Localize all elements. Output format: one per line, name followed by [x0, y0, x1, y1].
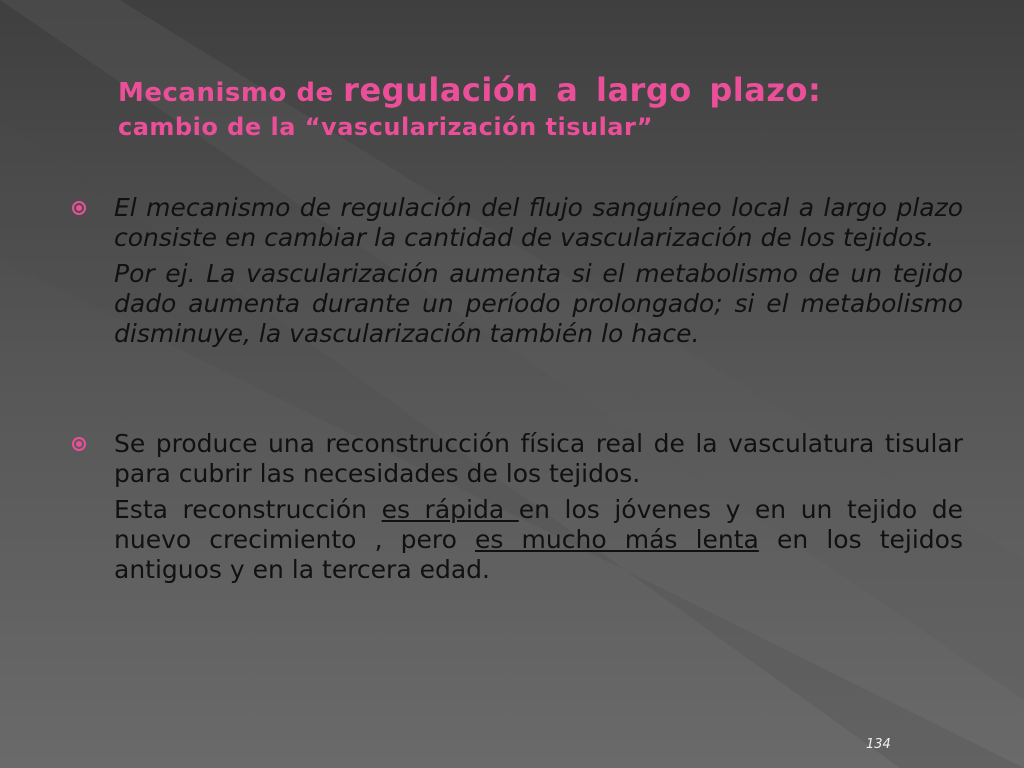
text-run: Esta reconstrucción — [114, 495, 382, 524]
bullet-paragraph-2 — [114, 495, 963, 585]
title-line-2: cambio de la “vascularización tisular” — [118, 113, 654, 141]
bullet-paragraph: El mecanismo de regulación del flujo sanguíneo local a largo plazo consiste en cambiar la cantidad de vascularización de los tejidos. — [114, 193, 963, 252]
bullet-icon — [72, 201, 86, 215]
underlined-text: es rápida — [381, 495, 519, 524]
title-part-1: Mecanismo de — [118, 78, 344, 108]
bullet-paragraph: Por ej. La vascularización aumenta si el metabolismo de un tejido dado aumenta durante un período prolongado; si el metabolismo disminuye, la vascularización también lo hace. — [114, 259, 963, 348]
slide-content — [70, 193, 963, 585]
text-run: en los jóvenes y en un tejido de nuevo crecimiento , pero — [114, 495, 964, 554]
bullet-item — [70, 193, 963, 349]
page-number: 134 — [866, 737, 891, 752]
bullet-item — [70, 429, 963, 585]
underlined-text: es mucho más lenta — [475, 525, 759, 554]
title-part-2: regulación a largo plazo: — [343, 71, 822, 109]
bullet-icon — [72, 437, 86, 451]
bullet-paragraph: Se produce una reconstrucción física real de la vasculatura tisular para cubrir las necesidades de los tejidos. — [114, 429, 963, 488]
title-line-1 — [118, 72, 978, 111]
slide-title — [118, 72, 978, 143]
text-run: en los tejidos antiguos y en la tercera edad. — [114, 525, 963, 584]
